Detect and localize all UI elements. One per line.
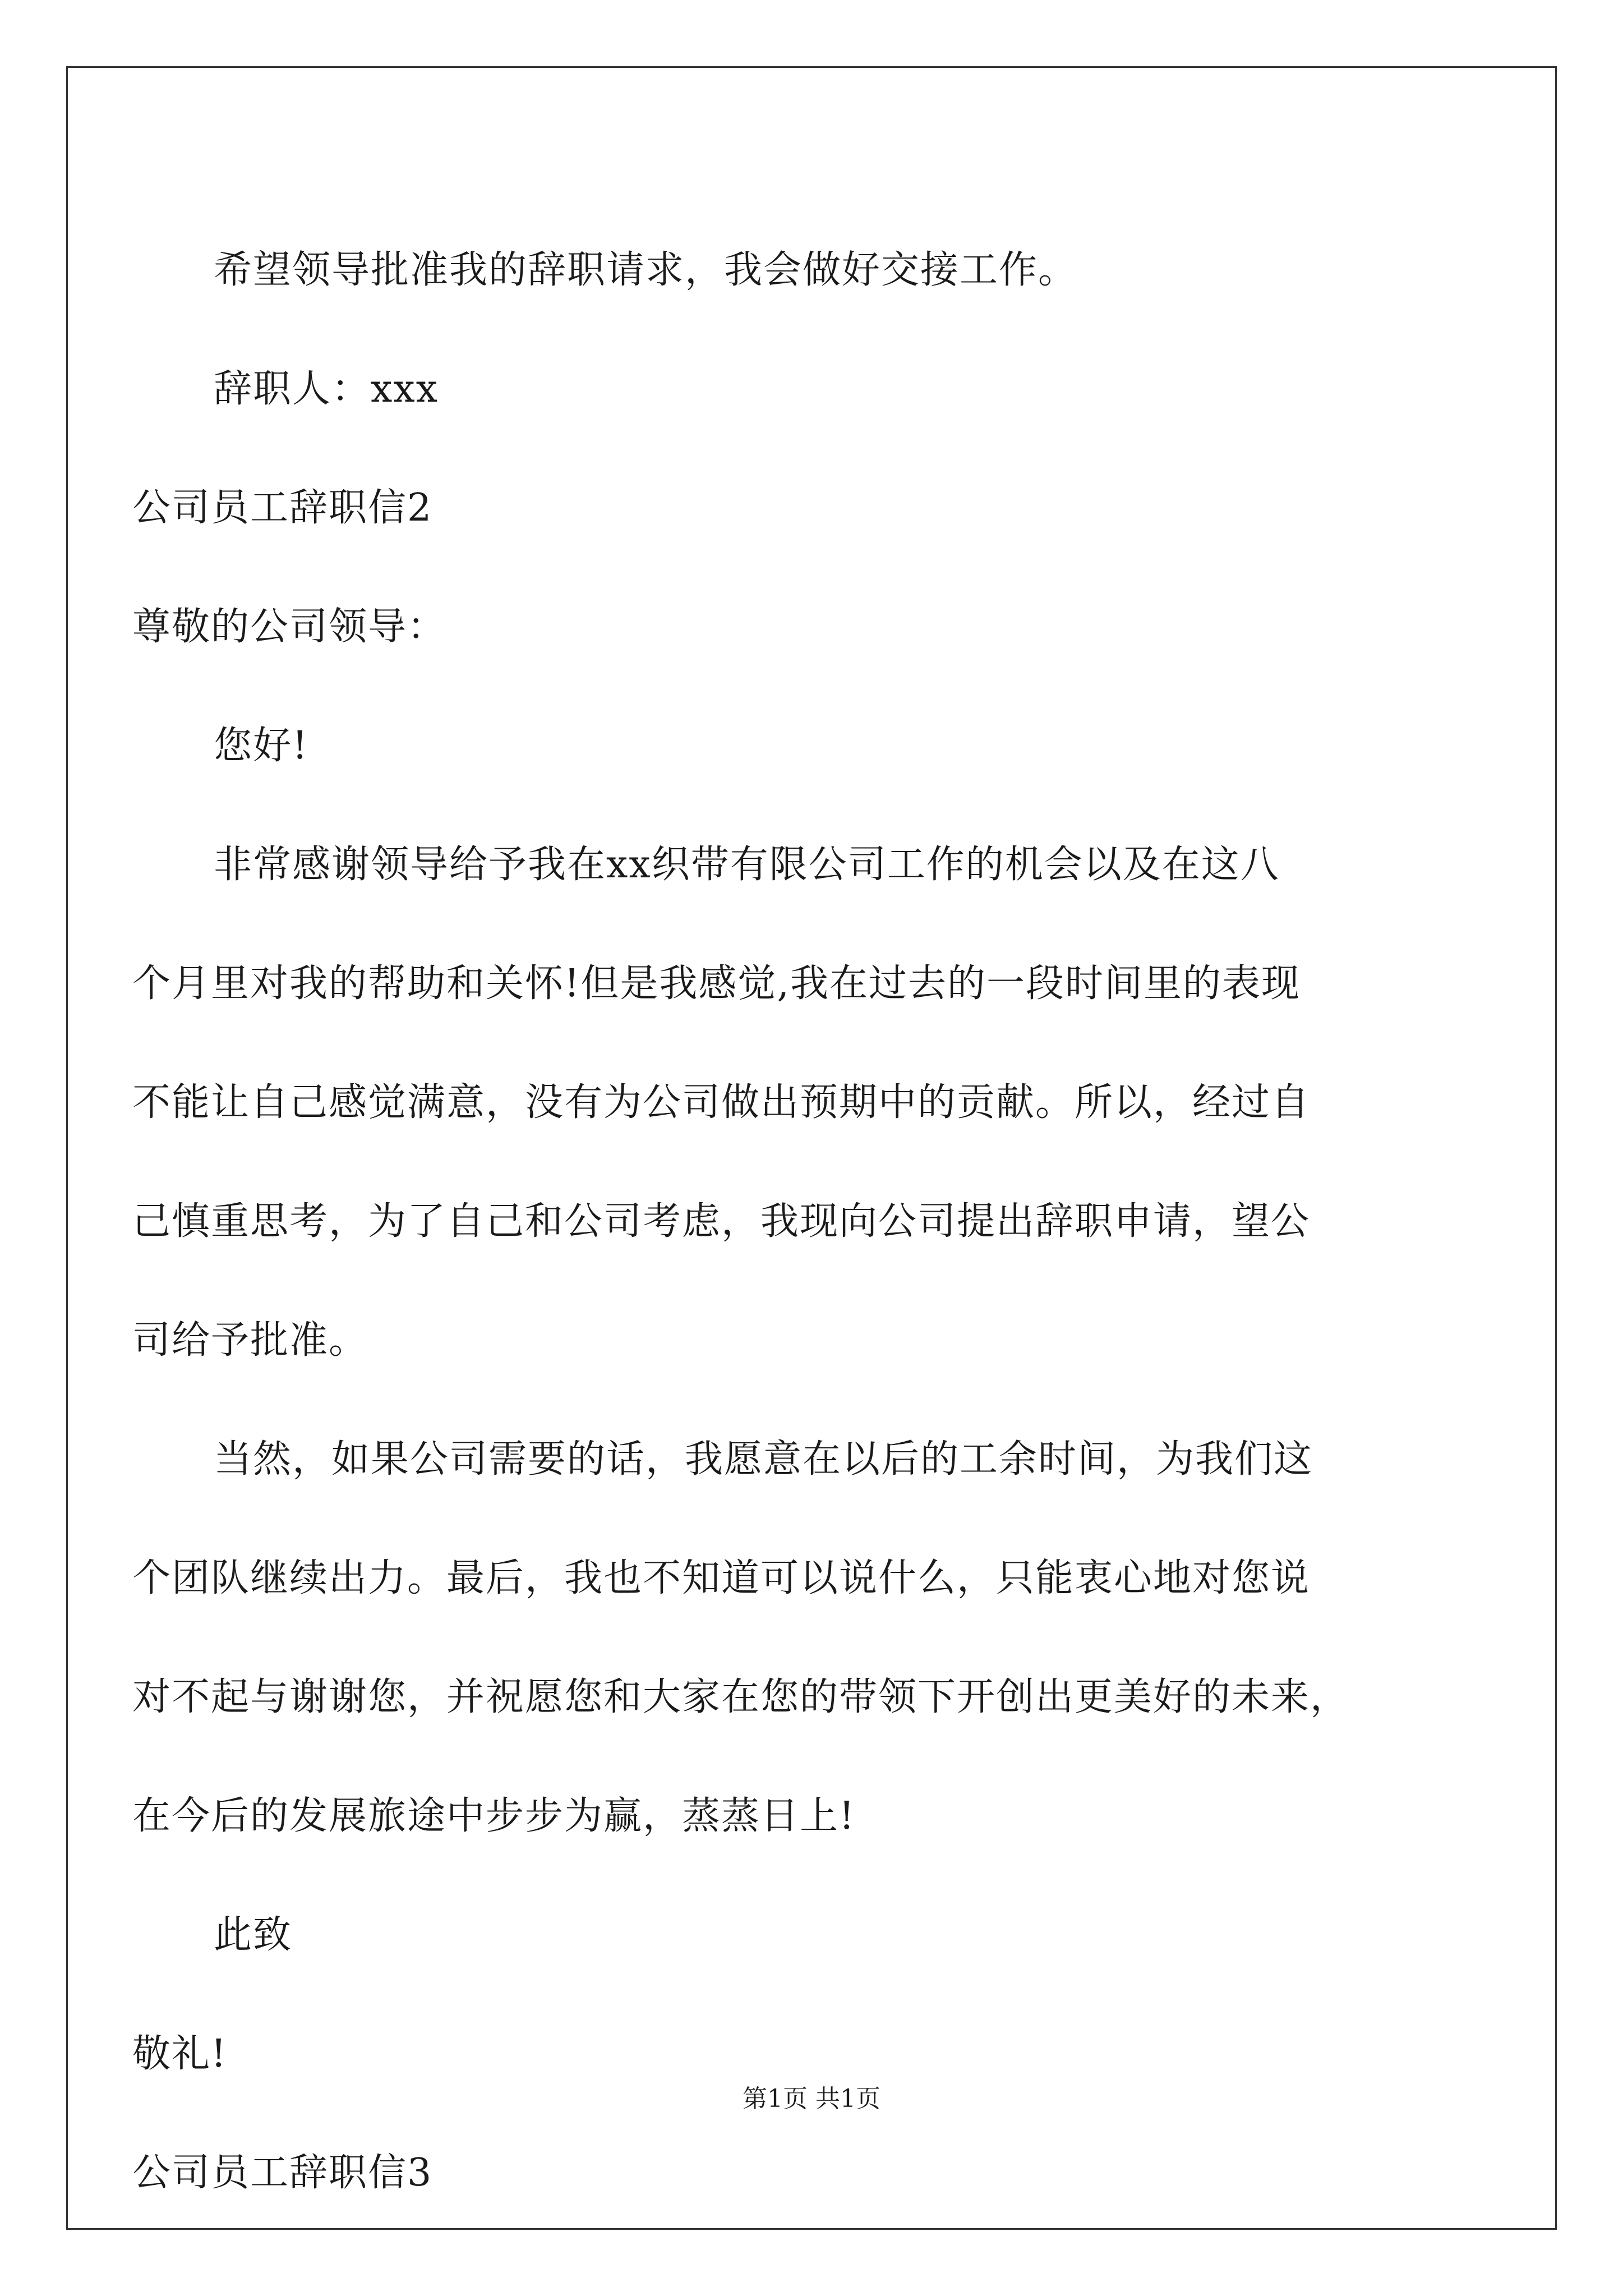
paragraph-line: 非常感谢领导给予我在xx织带有限公司工作的机会以及在这八 — [214, 843, 1280, 887]
closing-line: 此致 — [214, 1913, 293, 1957]
paragraph-line: 当然，如果公司需要的话，我愿意在以后的工余时间，为我们这 — [214, 1437, 1313, 1481]
closing-line: 敬礼! — [132, 2032, 228, 2076]
section-title: 公司员工辞职信3 — [132, 2151, 433, 2195]
paragraph-line: 司给予批准。 — [132, 1318, 368, 1363]
paragraph-line: 个团队继续出力。最后，我也不知道可以说什么，只能衷心地对您说 — [132, 1556, 1311, 1600]
paragraph-line: 在今后的发展旅途中步步为赢，蒸蒸日上! — [132, 1794, 856, 1838]
paragraph-line: 己慎重思考，为了自己和公司考虑，我现向公司提出辞职申请，望公 — [132, 1199, 1311, 1244]
section-title: 公司员工辞职信2 — [132, 486, 433, 530]
paragraph-line: 不能让自己感觉满意，没有为公司做出预期中的贡献。所以，经过自 — [132, 1080, 1311, 1125]
signature-line: 辞职人：xxx — [214, 367, 439, 411]
paragraph-line: 个月里对我的帮助和关怀!但是我感觉,我在过去的一段时间里的表现 — [132, 961, 1301, 1006]
paragraph-line: 希望领导批准我的辞职请求，我会做好交接工作。 — [214, 248, 1078, 292]
paragraph-line: 对不起与谢谢您，并祝愿您和大家在您的带领下开创出更美好的未来， — [132, 1675, 1350, 1719]
page-footer: 第1页 共1页 — [743, 2085, 880, 2113]
salutation: 尊敬的公司领导： — [132, 605, 447, 649]
document-body — [132, 211, 1490, 2233]
greeting: 您好! — [214, 724, 309, 768]
